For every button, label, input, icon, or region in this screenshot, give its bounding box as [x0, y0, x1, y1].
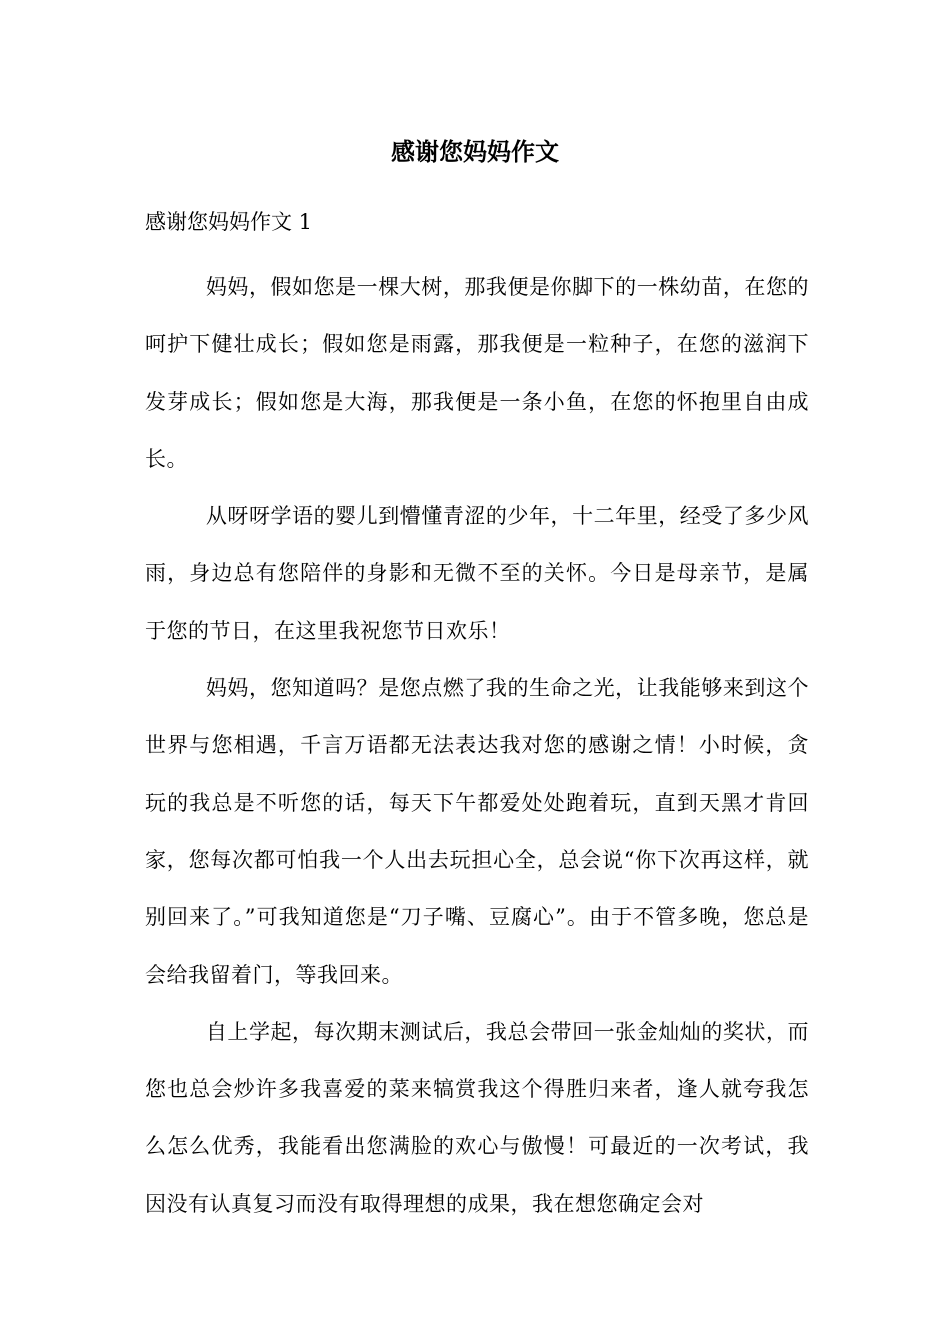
paragraph: 妈妈，假如您是一棵大树，那我便是你脚下的一株幼苗，在您的呵护下健壮成长；假如您是雨露，那我便是一粒种子，在您的滋润下发芽成长；假如您是大海，那我便是一条小鱼，在您的怀抱里自由成长。: [145, 275, 809, 471]
paragraph: 从呀呀学语的婴儿到懵懂青涩的少年，十二年里，经受了多少风雨，身边总有您陪伴的身影和无微不至的关怀。今日是母亲节，是属于您的节日，在这里我祝您节日欢乐！: [145, 504, 809, 643]
paragraph: 妈妈，您知道吗？是您点燃了我的生命之光，让我能够来到这个世界与您相遇，千言万语都无法表达我对您的感谢之情！小时候，贪玩的我总是不听您的话，每天下午都爱处处跑着玩，直到天黑才肯回家，您每次都可怕我一个人出去玩担心全，总会说“你下次再这样，就别回来了。”可我知道您是“刀子嘴、豆腐心”。由于不管多晚，您总是会给我留着门，等我回来。: [145, 676, 809, 987]
essay-heading: 感谢您妈妈作文 1: [145, 210, 313, 234]
document-title: 感谢您妈妈作文: [391, 137, 559, 166]
paragraph: 自上学起，每次期末测试后，我总会带回一张金灿灿的奖状，而您也总会炒许多我喜爱的菜来犒赏我这个得胜归来者，逢人就夸我怎么怎么优秀，我能看出您满脸的欢心与傲慢！可最近的一次考试，我因没有认真复习而没有取得理想的成果，我在想您确定会对: [145, 1019, 809, 1216]
essay-body: [145, 259, 809, 1233]
